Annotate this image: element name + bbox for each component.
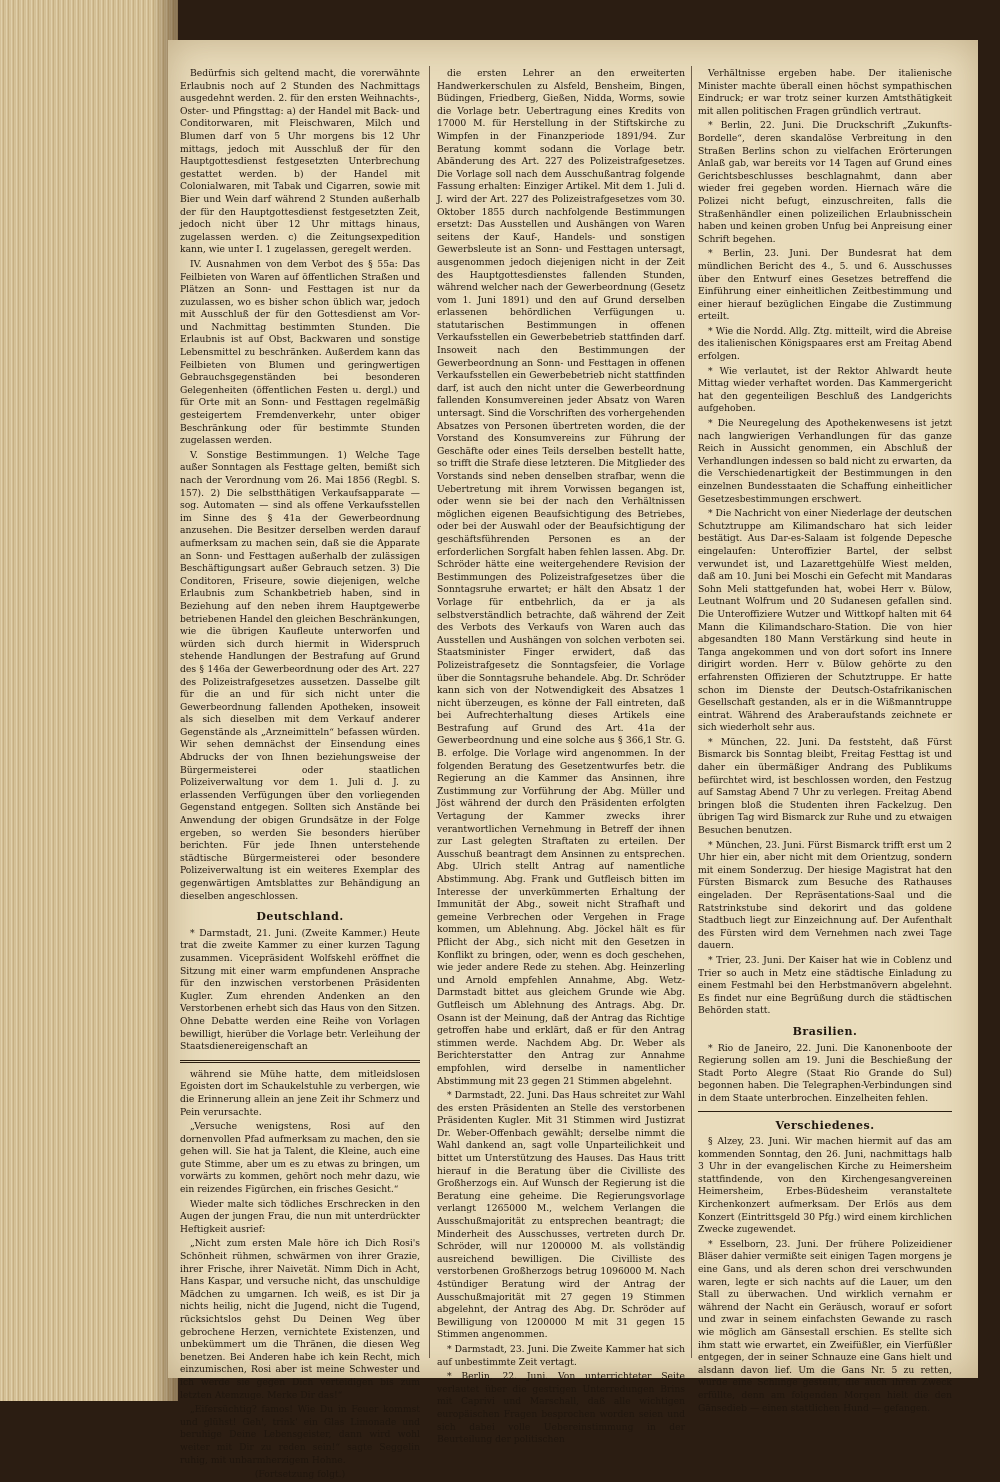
paragraph: * Darmstadt, 21. Juni. (Zweite Kammer.) Heute trat die zweite Kammer zu einer kurzen Tagung zusammen. Vicepräsident Wolfskehl eröffnet die Sitzung mit einer warm empfundenen Ansprache für den inzwischen verstorbenen Präsidenten Kugler. Zum ehrenden Andenken an den Verstorbenen erhebt sich das Haus von den Sitzen. Ohne Debatte werden eine Reihe von Vorlagen bewilligt, hierüber die Vorlage betr. Verleihung der Staatsdienereigenschaft an bbox=[180, 927, 420, 1053]
book-page-edges bbox=[0, 0, 178, 1401]
column-middle bbox=[437, 68, 685, 1446]
paragraph: * München, 23. Juni. Fürst Bismarck trifft erst um 2 Uhr hier ein, aber nicht mit dem Orientzug, sondern mit einem Sonderzug. Der hiesige Magistrat hat den Fürsten Bismarck zum Besuche des Rathauses eingeladen. Der Repräsentations-Saal und die Ratstrinkstube sind dekorirt und das goldene Stadtbuch liegt zur Einzeichnung auf. Der Aufenthalt des Fürsten wird dem Vernehmen nach zwei Tage dauern. bbox=[698, 839, 952, 952]
paragraph: die ersten Lehrer an den erweiterten Handwerkerschulen zu Alsfeld, Bensheim, Bingen, Büdingen, Friedberg, Gießen, Nidda, Worms, sowie die Vorlage betr. Uebertragung eines Kredits von 17000 M. für Herstellung in der Stiftskirche zu Wimpfen in der Finanzperiode 1891/94. Zur Beratung kommt sodann die Vorlage betr. Abänderung des Art. 227 des Polizeistrafgesetzes. Die Vorlage soll nach dem Ausschußantrag folgende Fassung erhalten: Einziger Artikel. Mit dem 1. Juli d. J. wird der Art. 227 des Polizeistrafgesetzes vom 30. Oktober 1855 durch nachfolgende Bestimmungen ersetzt: Das Ausstellen und Aushängen von Waren seitens der Kauf-, Handels- und sonstigen Gewerbsleute ist an Sonn- und Festtagen untersagt, ausgenommen jedoch diejenigen nicht in der Zeit des Hauptgottesdienstes fallenden Stunden, während welcher nach der Gewerbeordnung (Gesetz vom 1. Juni 1891) und den auf Grund derselben erlassenen behördlichen Verfügungen u. statutarischen Bestimmungen in offenen Verkaufsstellen ein Gewerbebetrieb stattfinden darf. Insoweit nach den Bestimmungen der Gewerbeordnung an Sonn- und Festtagen in offenen Verkaufsstellen ein Gewerbebetrieb nicht stattfinden darf, ist auch den nicht unter die Gewerbeordnung fallenden Konsumvereinen jeder Absatz von Waren untersagt. Sind die Vorschriften des vorhergehenden Absatzes von Personen übertreten worden, die der Vorstand des Konsumvereins zur Führung der Geschäfte oder eines Teils derselben bestellt hatte, so trifft die Strafe diese letzteren. Die Mitglieder des Vorstands sind neben denselben strafbar, wenn die Uebertretung mit ihrem Vorwissen begangen ist, oder wenn sie bei der nach den Verhältnissen möglichen eigenen Beaufsichtigung des Betriebes, oder bei der Auswahl oder der Beaufsichtigung der geschäftsführenden Personen es an der erforderlichen Sorgfalt haben fehlen lassen. Abg. Dr. Schröder hätte eine weitergehendere Revision der Bestimmungen des Polizeistrafgesetzes über die Sonntagsruhe erwartet; er hält den Absatz 1 der Vorlage für entbehrlich, da er ja als selbstverständlich betrachte, daß während der Zeit des Verbots des Verkaufs von Waren auch das Ausstellen und Aushängen von solchen verboten sei. Staatsminister Finger erwidert, daß das Polizeistrafgesetz die Sonntagsfeier, die Vorlage über die Sonntagsruhe behandele. Abg. Dr. Schröder kann sich von der Notwendigkeit des Absatzes 1 nicht überzeugen, es könne der Fall eintreten, daß bei Aufrechterhaltung dieses Artikels eine Bestrafung auf Grund des Art. 41a der Gewerbeordnung und eine solche aus § 366,1 Str. G. B. erfolge. Die Vorlage wird angenommen. In der folgenden Beratung des Gesetzentwurfes betr. die Regierung an die Kammer das Ansinnen, ihre Zustimmung zur Vorführung der Abg. Müller und Jöst während der durch den Präsidenten erfolgten Vertagung der Kammer zwecks ihrer verantwortlichen Vernehmung in Betreff der ihnen zur Last gelegten Straftaten zu erteilen. Der Ausschuß beantragt dem Ansinnen zu entsprechen. Abg. Ulrich stellt Antrag auf namentliche Abstimmung. Abg. Frank und Gutfleisch bitten im Interesse der unverkümmerten Erhaltung der Immunität der Abg., soweit nicht Strafhaft und gemeine Verbrechen oder Vergehen in Frage kommen, um Ablehnung. Abg. Jöckel hält es für Pflicht der Abg., sich nicht mit den Gesetzen in Konflikt zu bringen, oder, wenn es doch geschehen, wie jeder andere Rede zu stehen. Abg. Heinzerling und Arnold empfehlen Annahme, Abg. Wetz-Darmstadt bittet aus gleichem Grunde wie Abg. Gutfleisch um Ablehnung des Antrags. Abg. Dr. Osann ist der Meinung, daß der Antrag das Richtige getroffen habe und erklärt, daß er für den Antrag stimmen werde. Nachdem Abg. Dr. Weber als Berichterstatter den Antrag zur Annahme empfohlen, wird derselbe in namentlicher Abstimmung mit 23 gegen 21 Stimmen abgelehnt. bbox=[437, 68, 685, 1087]
paragraph: * Die Nachricht von einer Niederlage der deutschen Schutztruppe am Kilimandscharo hat sich leider bestätigt. Aus Dar-es-Salaam ist folgende Depesche eingelaufen: Unteroffizier Bartel, der selbst verwundet ist, und Lazarettgehülfe Wiest melden, daß am 10. Juni bei Moschi ein Gefecht mit Mandaras Sohn Meli stattgefunden hat, wobei Herr v. Bülow, Leutnant Wolfrum und 20 Sudanesen gefallen sind. Die Unteroffiziere Wutzer und Wittkopf halten mit 64 Mann die Kilimandscharo-Station. Die von hier abgesandten 180 Mann Verstärkung sind heute in Tanga angekommen und von dort sofort ins Innere dirigirt worden. Herr v. Bülow gehörte zu den erfahrensten Offizieren der Schutztruppe. Er hatte schon im Dienste der Deutsch-Ostafrikanischen Gesellschaft gestanden, als er in die Wißmanntruppe eintrat. Während des Araberaufstands zeichnete er sich wiederholt sehr aus. bbox=[698, 508, 952, 734]
paragraph: * Darmstadt, 23. Juni. Die Zweite Kammer hat sich auf unbestimmte Zeit vertagt. bbox=[437, 1343, 685, 1368]
continuation-note: (Fortsetzung folgt.) bbox=[254, 1469, 346, 1481]
paragraph: Bedürfnis sich geltend macht, die vorerwähnte Erlaubnis noch auf 2 Stunden des Nachmittags ausgedehnt werden. 2. für den ersten Weihnachts-, Oster- und Pfingsttag: a) der Handel mit Back- und Conditorwaren, mit Fleischwaren, Milch und Blumen darf von 5 Uhr morgens bis 12 Uhr mittags, jedoch mit Ausschluß der für den Hauptgottesdienst festgesetzten Unterbrechung gestattet werden. b) der Handel mit Colonialwaren, mit Tabak und Cigarren, sowie mit Bier und Wein darf während 2 Stunden außerhalb der für den Hauptgottesdienst festgesetzten Zeit, jedoch nicht über 12 Uhr mittags hinaus, zugelassen werden. c) die Zeitungsexpedition kann, wie unter I. 1 zugelassen, geregelt werden. bbox=[180, 68, 420, 256]
paragraph: * Die Neuregelung des Apothekenwesens ist jetzt nach langwierigen Verhandlungen für das ganze Reich in Aussicht genommen, ein Abschluß der Verhandlungen indessen so bald nicht zu erwarten, da die Verschiedenartigkeit der Bestimmungen in den einzelnen Bundesstaaten die Schaffung einheitlicher Gesetzesbestimmungen erschwert. bbox=[698, 418, 952, 505]
paragraph: * Trier, 23. Juni. Der Kaiser hat wie in Coblenz und Trier so auch in Metz eine städtische Einladung zu einem Festmahl bei den Herbstmanövern abgelehnt. Es findet nur eine Begrüßung durch die städtischen Behörden statt. bbox=[698, 954, 952, 1017]
paragraph: * Berlin, 22. Juni. Die Druckschrift „Zukunfts-Bordelle“, deren skandalöse Verbreitung in den Straßen Berlins schon zu vielfachen Erörterungen Anlaß gab, war bereits vor 14 Tagen auf Grund eines Gerichtsbeschlusses beschlagnahmt, dann aber wieder frei gegeben worden. Hiernach wäre die Polizei nicht befugt, einzuschreiten, falls die Straßenhändler einen polizeilichen Erlaubnisschein haben und keinen groben Unfug bei Anpreisung einer Schrift begehen. bbox=[698, 120, 952, 245]
section-divider bbox=[698, 1111, 952, 1112]
column-right bbox=[698, 68, 952, 1414]
paragraph: * Wie die Nordd. Allg. Ztg. mitteilt, wird die Abreise des italienischen Königspaares erst am Freitag Abend erfolgen. bbox=[698, 325, 952, 363]
newspaper-page bbox=[168, 40, 978, 1481]
paragraph: Wieder malte sich tödliches Erschrecken in den Augen der jungen Frau, die nun mit unterdrückter Heftigkeit ausrief: bbox=[180, 1198, 420, 1235]
paragraph: „Versuche wenigstens, Rosi auf den dornenvollen Pfad aufmerksam zu machen, den sie gehen will. Sie hat ja Talent, die Kleine, auch eine gute Stimme, aber um es zu etwas zu bringen, um vorwärts zu kommen, gehört noch mehr dazu, wie ein reizendes Figürchen, ein frisches Gesicht.“ bbox=[180, 1121, 420, 1196]
paragraph: IV. Ausnahmen von dem Verbot des § 55a: Das Feilbieten von Waren auf öffentlichen Straßen und Plätzen an Sonn- und Festtagen ist nur da zuzulassen, wo es bisher schon üblich war, jedoch mit Ausschluß der für den Gottesdienst am Vor- und Nachmittag bestimmten Stunden. Die Erlaubnis ist auf Obst, Backwaren und sonstige Lebensmittel zu beschränken. Außerdem kann das Feilbieten von Blumen und geringwertigen Gebrauchsgegenständen bei besonderen Gelegenheiten (öffentlichen Festen u. dergl.) und für Orte mit an Sonn- und Festtagen regelmäßig gesteigertem Fremdenverkehr, unter obiger Beschränkung oder für bestimmte Stunden zugelassen werden. bbox=[180, 258, 420, 447]
section-heading-verschiedenes: Verschiedenes. bbox=[775, 1118, 875, 1132]
column-rule bbox=[429, 66, 430, 1358]
paragraph: „Eifersüchtig? famos! Wie Du in Feuer kommst und glühst! Geh', trink' ein Glas Limonade und beruhige Deine Lebensgeister, dann wird wohl weiter mit Dir zu reden sein!“ sagte Seggelin ruhig, mit unbarmherzigem Hohne. bbox=[180, 1404, 420, 1466]
paragraph: während sie Mühe hatte, dem mitleidslosen Egoisten dort im Schaukelstuhle zu verbergen, wie die Erinnerung allein an jene Zeit ihr Schmerz und Pein verursachte. bbox=[180, 1068, 420, 1118]
section-heading-brasilien: Brasilien. bbox=[792, 1024, 858, 1038]
paragraph: * Berlin, 22. Juni. Von unterrichteter Seite verlautet über die gestrigen Unterredungen Brins mit Caprivi und Marschall, daß alle wichtigen europäischen Fragen besprochen worden seien und sich dabei volle Uebereinstimmung in der Beurteilung der politischen bbox=[437, 1371, 685, 1446]
feuilleton-divider bbox=[180, 1060, 420, 1063]
paragraph: § Alzey, 23. Juni. Wir machen hiermit auf das am kommenden Sonntag, den 26. Juni, nachmittags halb 3 Uhr in der evangelischen Kirche zu Heimersheim stattfindende, von den Kirchengesangvereinen Heimersheim, Erbes-Büdesheim veranstaltete Kirchenkonzert aufmerksam. Der Erlös aus dem Konzert (Eintrittsgeld 30 Pfg.) wird einem kirchlichen Zwecke zugewendet. bbox=[698, 1136, 952, 1236]
paragraph: * München, 22. Juni. Da feststeht, daß Fürst Bismarck bis Sonntag bleibt, Freitag Festtag ist und daher ein übermäßiger Andrang des Publikums befürchtet wird, ist beschlossen worden, den Festzug auf Samstag Abend 7 Uhr zu verlegen. Freitag Abend bringen bloß die Studenten ihren Fackelzug. Den übrigen Tag wird Bismarck zur Ruhe und zu etwaigen Besuchen benutzen. bbox=[698, 736, 952, 837]
paragraph: * Darmstadt, 22. Juni. Das Haus schreitet zur Wahl des ersten Präsidenten an Stelle des verstorbenen Präsidenten Kugler. Mit 31 Stimmen wird Justizrat Dr. Weber-Offenbach gewählt; derselbe nimmt die Wahl dankend an, sagt volle Unparteilichkeit und bittet um Unterstützung des Hauses. Das Haus tritt hierauf in die Beratung über die Civilliste des Großherzogs ein. Auf Wunsch der Regierung ist die Beratung eine geheime. Die Regierungsvorlage verlangt 1265000 M., welchem Verlangen die Ausschußmajorität zu entsprechen beantragt; die Minderheit des Ausschusses, vertreten durch Dr. Schröder, will nur 1200000 M. als vollständig ausreichend bewilligen. Die Civilliste des verstorbenen Großherzogs betrug 1096000 M. Nach 4stündiger Beratung wird der Antrag der Ausschußmajorität mit 27 gegen 19 Stimmen abgelehnt, der Antrag des Abg. Dr. Schröder auf Bewilligung von 1200000 M mit 31 gegen 15 Stimmen angenommen. bbox=[437, 1090, 685, 1341]
paragraph: * Wie verlautet, ist der Rektor Ahlwardt heute Mittag wieder verhaftet worden. Das Kammergericht hat den gegenteiligen Beschluß des Landgerichts aufgehoben. bbox=[698, 365, 952, 415]
column-rule bbox=[691, 66, 692, 1358]
paragraph: V. Sonstige Bestimmungen. 1) Welche Tage außer Sonntagen als Festtage gelten, bemißt sich nach der Verordnung vom 26. Mai 1856 (Regbl. S. 157). 2) Die selbstthätigen Verkaufsapparate — sog. Automaten — sind als offene Verkaufsstellen im Sinne des § 41a der Gewerbeordnung anzusehen. Die Besitzer derselben werden darauf aufmerksam zu machen sein, daß sie die Apparate an Sonn- und Festtagen außerhalb der zulässigen Beschäftigungsart außer Gebrauch setzen. 3) Die Conditoren, Friseure, sowie diejenigen, welche Erlaubnis zum Schankbetrieb haben, sind in Beziehung auf den neben ihrem Hauptgewerbe betriebenen Handel den gleichen Beschränkungen, wie die übrigen Kaufleute unterworfen und würden sich durch hiermit in Widerspruch stehende Handlungen der Bestrafung auf Grund des § 146a der Gewerbeordnung oder des Art. 227 des Polizeistrafgesetzes aussetzen. Dasselbe gilt für die an und für sich nicht unter die Gewerbeordnung fallenden Apotheken, insoweit als sich dieselben mit dem Verkauf anderer Gegenstände als „Arzneimitteln“ befassen würden. Wir sehen demnächst der Einsendung eines Abdrucks der von Ihnen beziehungsweise der Bürgermeisterei oder staatlichen Polizeiverwaltung vor dem 1. Juli d. J. zu erlassenden Verfügungen über den vorliegenden Gegenstand entgegen. Sollten sich Anstände bei Anwendung der obigen Grundsätze in der Folge ergeben, so werden Sie besonders hierüber berichten. Für jede Ihnen unterstehende städtische Bürgermeisterei oder besondere Polizeiverwaltung ist ein weiteres Exemplar des gegenwärtigen Amtsblattes zur Behändigung an dieselben angeschlossen. bbox=[180, 449, 420, 902]
paragraph: * Rio de Janeiro, 22. Juni. Die Kanonenboote der Regierung sollen am 19. Juni die Beschießung der Stadt Porto Alegre (Staat Rio Grande do Sul) begonnen haben. Die Telegraphen-Verbindungen sind in dem Staate unterbrochen. Einzelheiten fehlen. bbox=[698, 1042, 952, 1104]
paragraph: * Esselborn, 23. Juni. Der frühere Polizeidiener Bläser dahier vermißte seit einigen Tagen morgens je eine Gans, und als deren schon drei verschwunden waren, legte er sich nachts auf die Lauer, um den Stall zu überwachen. Und wirklich vernahm er während der Nacht ein Geräusch, worauf er sofort und zwar in seinem einfachsten Gewande zu rasch wie möglich am Gänsestall erschien. Es stellte sich ihm statt wie erwartet, ein Zweifüßler, ein Vierfüßler entgegen, der in seiner Schnauze eine Gans hielt und alsdann davon lief. Um die Gans Nr. 5 zu retten, wurde eine Schlinge gestellt, die auch ihren Zweck erfüllte, denn am folgenden Morgen hielt die den Gänsedieb — einen stattlichen Hund — gefangen. bbox=[698, 1238, 952, 1414]
column-left bbox=[180, 68, 420, 1481]
paragraph: „Nicht zum ersten Male höre ich Dich Rosi's Schönheit rühmen, schwärmen von ihrer Grazie, ihrer Frische, ihrer Naivetät. Nimm Dich in Acht, Hans Kaspar, und versuche nicht, das unschuldige Mädchen zu umgarnen. Ich weiß, es ist Dir ja nichts heilig, nicht die Jugend, nicht die Tugend, rücksichtslos gehst Du Deinen Weg über gebrochene Herzen, vernichtete Existenzen, und unbekümmert um die Thränen, die diesen Weg benetzen. Bei Anderen habe ich kein Recht, mich einzumischen, Rosi aber ist meine Schwester und ich werde sie gegen Dich verteidigen bis zum letzten Atemzuge. Merke Dir das!“ bbox=[180, 1238, 420, 1401]
paragraph: * Berlin, 23. Juni. Der Bundesrat hat dem mündlichen Bericht des 4., 5. und 6. Ausschusses über den Entwurf eines Gesetzes betreffend die Einführung einer einheitlichen Zeitbestimmung und einer hierauf bezüglichen Eingabe die Zustimmung erteilt. bbox=[698, 248, 952, 323]
paragraph: Verhältnisse ergeben habe. Der italienische Minister machte überall einen höchst sympathischen Eindruck; er war trotz seiner kurzen Amtsthätigkeit mit allen politischen Fragen gründlich vertraut. bbox=[698, 68, 952, 117]
section-heading-deutschland: Deutschland. bbox=[256, 910, 344, 924]
